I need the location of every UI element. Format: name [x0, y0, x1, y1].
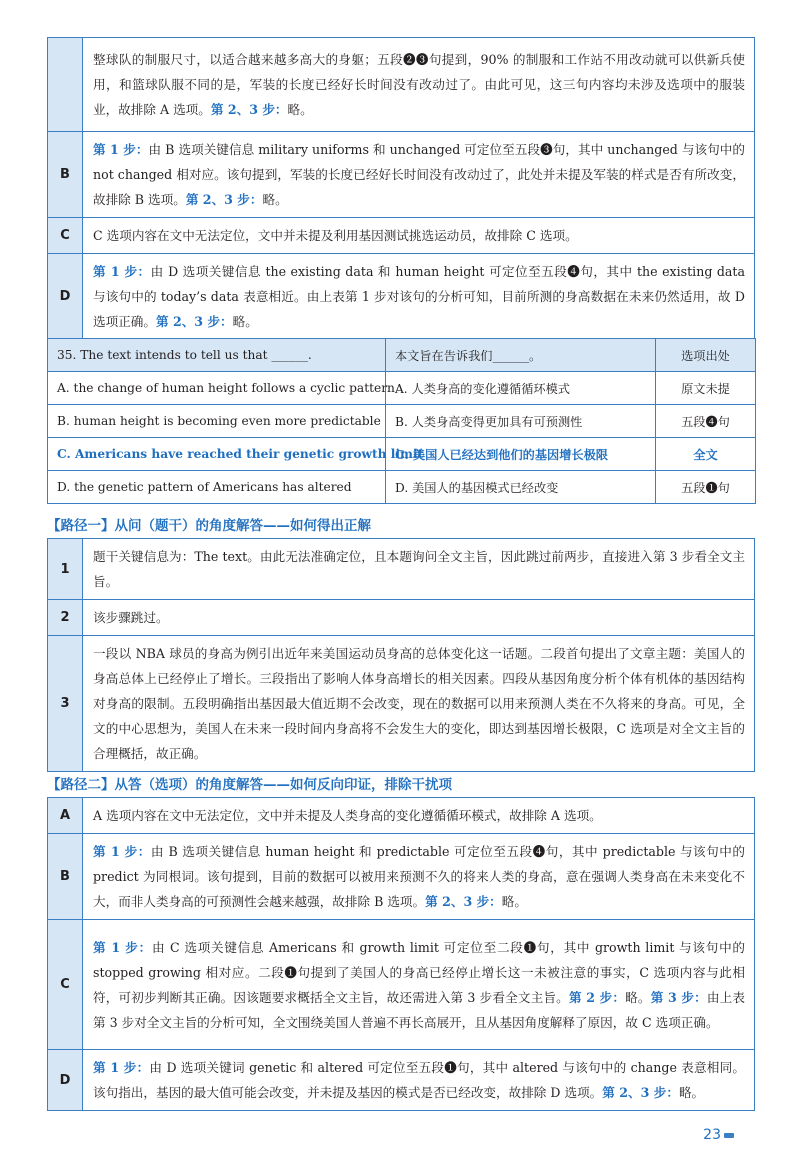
source-header: 选项出处: [656, 339, 756, 372]
option-zh: B. 人类身高变得更加具有可预测性: [386, 405, 656, 438]
option-en: C. Americans have reached their genetic growth limit: [48, 438, 386, 471]
route2-table: [47, 797, 755, 1111]
row-text: [83, 38, 755, 132]
table-row: [48, 132, 755, 218]
option-row: [48, 471, 756, 504]
graduation-cap-icon: [724, 1133, 734, 1138]
row-text: [83, 132, 755, 218]
row-label: 2: [48, 600, 83, 636]
option-en: D. the genetic pattern of Americans has altered: [48, 471, 386, 504]
option-zh: C. 美国人已经达到他们的基因增长极限: [386, 438, 656, 471]
step-label: 第 1 步：: [93, 844, 151, 859]
table-row: [48, 1050, 755, 1111]
page-number-text: 23: [703, 1127, 721, 1143]
row-text: [83, 254, 755, 340]
option-source: 五段❶句: [656, 471, 756, 504]
route1-title: 【路径一】从问（题干）的角度解答——如何得出正解: [47, 518, 371, 534]
step-label: 第 2、3 步：: [602, 1085, 679, 1100]
text-segment: 略。: [232, 314, 258, 329]
text-segment: 一段以 NBA 球员的身高为例引出近年来美国运动员身高的总体变化这一话题。二段首句提出了文章主题：美国人的身高总体上已经停止了增长。三段指出了影响人体身高增长的相关因素。四段从基因角度分析个体有机体的基因结构对身高的限制。五段明确指出基因最大值近期不会改变，现在的数据可以用来预测人类在不久将来的身高。可见，全文的中心思想为，美国人在未来一段时间内身高将不会发生大的变化，即达到基因增长极限，C 选项是对全文主旨的合理概括，故正确。: [93, 646, 745, 761]
step-label: 第 1 步：: [93, 1060, 150, 1075]
table-row: [48, 218, 755, 254]
text-segment: 略。: [678, 1085, 705, 1100]
text-segment: 略。: [262, 192, 288, 207]
text-segment: 略。: [625, 989, 651, 1005]
text-segment: 由 D 选项关键信息 the existing data 和 human height 可定位至五段❹句，其中 the existing data 与该句中的 today’s data 表意相近。由上表第 1 步对该句的分析可知，目前所测的身高数据在未来仍然适用，故 D 选项正确。: [93, 264, 745, 329]
option-source: 原文未提: [656, 372, 756, 405]
table-row: [48, 600, 755, 636]
row-label: A: [48, 798, 83, 834]
text-segment: 略。: [501, 894, 527, 909]
step-label: 第 3 步：: [650, 989, 707, 1005]
route1-table: [47, 538, 755, 772]
row-text: [83, 218, 755, 254]
table-row: [48, 636, 755, 772]
text-segment: 该步骤跳过。: [93, 610, 169, 625]
option-row: [48, 438, 756, 471]
option-zh: D. 美国人的基因模式已经改变: [386, 471, 656, 504]
step-label: 第 2、3 步：: [210, 102, 288, 117]
question-options-table: [47, 338, 756, 504]
row-text: [83, 539, 755, 600]
row-label: D: [48, 1050, 83, 1111]
table-row: [48, 254, 755, 340]
option-row: [48, 372, 756, 405]
row-text: [83, 600, 755, 636]
option-zh: A. 人类身高的变化遵循循环模式: [386, 372, 656, 405]
row-text: [83, 798, 755, 834]
table-row: [48, 920, 755, 1050]
row-label: B: [48, 132, 83, 218]
table-row: [48, 38, 755, 132]
analysis-table-prev: [47, 37, 755, 340]
row-label: B: [48, 834, 83, 920]
page-number: [703, 1127, 734, 1143]
row-label: C: [48, 920, 83, 1050]
row-label: C: [48, 218, 83, 254]
text-segment: 整球队的制服尺寸，以适合越来越多高大的身躯；五段❷❸句提到，90% 的制服和工作站不用改动就可以供新兵使用，和篮球队服不同的是，军装的长度已经好长时间没有改动过了。由此可见，这三句内容均未涉及选项中的服装业，故排除 A 选项。: [93, 52, 745, 117]
question-header-row: [48, 339, 756, 372]
step-label: 第 2、3 步：: [185, 192, 263, 207]
question-stem-zh: 本文旨在告诉我们______。: [386, 339, 656, 372]
option-row: [48, 405, 756, 438]
text-segment: A 选项内容在文中无法定位，文中并未提及人类身高的变化遵循循环模式，故排除 A 选项。: [93, 808, 602, 823]
step-label: 第 1 步：: [93, 142, 149, 157]
row-text: [83, 636, 755, 772]
step-label: 第 2、3 步：: [155, 314, 233, 329]
step-label: 第 2 步：: [568, 989, 626, 1005]
row-label: 3: [48, 636, 83, 772]
text-segment: 由 C 选项关键信息 Americans 和 growth limit 可定位至二段❶句，其中 growth limit 与该句中的 stopped growing 相对应。二段❶句提到了美国人的身高已经停止增长这一未被注意的事实，C 选项内容与此相符，可初步判断其正确。因该题要求概括全文主旨，故还需进入第 3 步看全文主旨。: [93, 939, 745, 1005]
table-row: [48, 539, 755, 600]
text-segment: 略。: [287, 102, 313, 117]
table-row: [48, 798, 755, 834]
text-segment: 由 B 选项关键信息 military uniforms 和 unchanged 可定位至五段❸句，其中 unchanged 与该句中的 not changed 相对应。该句提到，军装的长度已经好长时间没有改动过了，此处并未提及军装的样式是否有所改变，故排除 B 选项。: [93, 142, 745, 207]
option-source: 五段❹句: [656, 405, 756, 438]
option-source: 全文: [656, 438, 756, 471]
table-row: [48, 834, 755, 920]
row-label: [48, 38, 83, 132]
text-segment: 题干关键信息为：The text。由此无法准确定位，且本题询问全文主旨，因此跳过前两步，直接进入第 3 步看全文主旨。: [93, 549, 745, 589]
step-label: 第 1 步：: [93, 939, 152, 955]
option-en: A. the change of human height follows a cyclic pattern: [48, 372, 386, 405]
row-text: [83, 920, 755, 1050]
text-segment: 由 D 选项关键词 genetic 和 altered 可定位至五段❶句，其中 altered 与该句中的 change 表意相同。该句指出，基因的最大值可能会改变，并未提及基因的模式是否已经改变，故排除 D 选项。: [93, 1060, 745, 1100]
text-segment: C 选项内容在文中无法定位，文中并未提及利用基因测试挑选运动员，故排除 C 选项。: [93, 228, 578, 243]
text-segment: 由 B 选项关键信息 human height 和 predictable 可定位至五段❹句，其中 predictable 与该句中的 predict 为同根词。该句提到，目前的数据可以被用来预测不久的将来人类的身高，意在强调人类身高在未来变化不大，而非人类身高的可预测性会越来越强，故排除 B 选项。: [93, 844, 745, 909]
question-stem-en: 35. The text intends to tell us that ______.: [48, 339, 386, 372]
step-label: 第 1 步：: [93, 264, 151, 279]
route2-title: 【路径二】从答（选项）的角度解答——如何反向印证，排除干扰项: [47, 777, 452, 793]
row-label: 1: [48, 539, 83, 600]
row-label: D: [48, 254, 83, 340]
text-segment: 由上表第 3 步对全文主旨的分析可知，全文围绕美国人普遍不再长高展开，且从基因角度解释了原因，故 C 选项正确。: [93, 989, 746, 1030]
step-label: 第 2、3 步：: [425, 894, 502, 909]
row-text: [83, 1050, 755, 1111]
row-text: [83, 834, 755, 920]
option-en: B. human height is becoming even more predictable: [48, 405, 386, 438]
